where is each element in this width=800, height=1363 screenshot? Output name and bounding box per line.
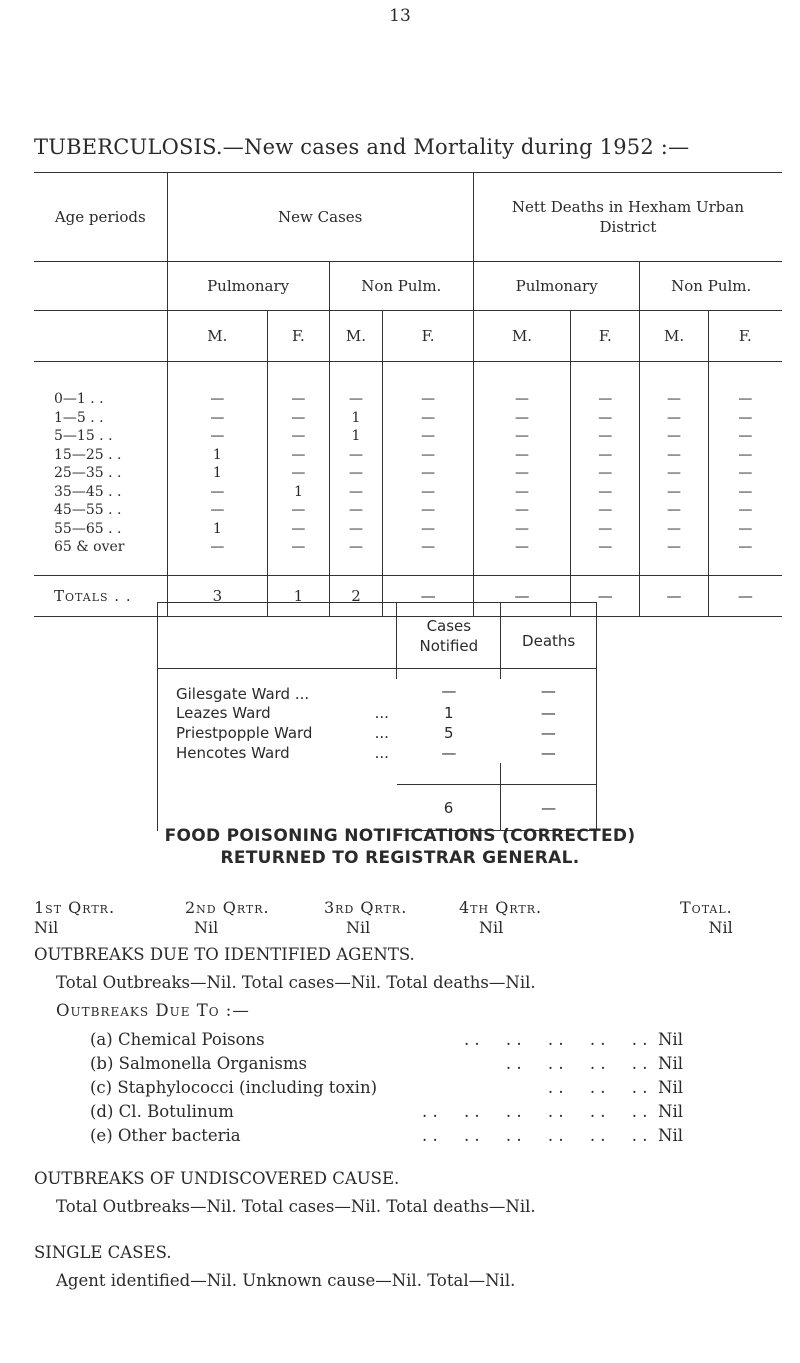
ward-row xyxy=(158,743,597,763)
count-cell: — xyxy=(167,427,268,446)
count-cell: — xyxy=(383,501,474,520)
count-cell: — xyxy=(268,446,329,465)
food-poisoning-heading xyxy=(0,825,800,869)
leader-dots: ... xyxy=(374,723,389,742)
total-cell: — xyxy=(708,575,782,616)
header-f: F. xyxy=(571,311,640,362)
ward-deaths: — xyxy=(501,743,597,763)
count-cell: — xyxy=(640,538,708,557)
age-period: 5—15 . . xyxy=(34,427,167,446)
count-cell: — xyxy=(329,446,383,465)
count-cell: — xyxy=(167,538,268,557)
total-cell: — xyxy=(473,575,570,616)
age-period: 0—1 . . xyxy=(34,390,167,409)
age-row xyxy=(34,520,782,539)
count-cell: — xyxy=(738,465,753,482)
outbreaks-due-to: Outbreaks Due To :— xyxy=(56,1001,250,1020)
count-cell: — xyxy=(329,390,383,409)
count-cell: — xyxy=(329,464,383,483)
age-period: 35—45 . . xyxy=(34,483,167,502)
header-cases-notified: Cases Notified xyxy=(397,603,501,669)
header-m: M. xyxy=(640,311,708,362)
count-cell: — xyxy=(473,409,570,428)
count-cell: — xyxy=(383,483,474,502)
outbreak-agent-label: (b) Salmonella Organisms xyxy=(90,1054,308,1073)
header-age-periods: Age periods xyxy=(34,173,167,262)
quarter-3: 3rd Qrtr. Nil xyxy=(324,898,408,937)
count-cell: — xyxy=(167,409,268,428)
count-cell: — xyxy=(640,427,708,446)
outbreak-agent-label: (d) Cl. Botulinum xyxy=(90,1102,234,1121)
header-m: M. xyxy=(329,311,383,362)
count-cell: — xyxy=(571,520,640,539)
total-cell: 3 xyxy=(167,575,268,616)
count-cell: — xyxy=(473,446,570,465)
header-death-pulmonary: Pulmonary xyxy=(473,262,640,311)
outbreak-agent-value: . . . . . . . . . . . . Nil xyxy=(421,1102,683,1121)
quarter-2: 2nd Qrtr. Nil xyxy=(185,898,270,937)
count-cell: 1 xyxy=(268,483,329,502)
count-cell: — xyxy=(268,390,329,409)
food-poisoning-heading-line1: FOOD POISONING NOTIFICATIONS (CORRECTED) xyxy=(164,826,636,846)
quarter-total: Total. Nil xyxy=(680,898,733,937)
count-cell: — xyxy=(167,483,268,502)
count-cell: — xyxy=(268,427,329,446)
ward-total-cases: 6 xyxy=(397,785,501,831)
header-f: F. xyxy=(708,311,782,362)
tuberculosis-rows xyxy=(34,390,782,557)
ward-total-deaths: — xyxy=(501,785,597,831)
outbreak-agent-value: . . . . . . Nil xyxy=(547,1078,683,1097)
leader-dots: ... xyxy=(374,703,389,722)
header-death-non-pulm: Non Pulm. xyxy=(640,262,782,311)
header-new-non-pulm: Non Pulm. xyxy=(329,262,473,311)
ward-name: Priestpopple Ward xyxy=(176,723,313,742)
count-cell: — xyxy=(268,520,329,539)
outbreaks-identified-heading: OUTBREAKS DUE TO IDENTIFIED AGENTS. xyxy=(34,945,415,964)
outbreaks-undiscovered-heading: OUTBREAKS OF UNDISCOVERED CAUSE. xyxy=(34,1169,400,1188)
count-cell: — xyxy=(383,390,474,409)
outbreak-agent-label: (a) Chemical Poisons xyxy=(90,1030,265,1049)
food-poisoning-heading-line2: RETURNED TO REGISTRAR GENERAL. xyxy=(220,848,580,868)
ward-name: Leazes Ward xyxy=(176,703,271,722)
page-number: 13 xyxy=(389,6,411,26)
count-cell: — xyxy=(738,502,753,519)
count-cell: — xyxy=(329,483,383,502)
ward-row xyxy=(158,679,597,703)
count-cell: — xyxy=(640,446,708,465)
ward-cases: 5 xyxy=(444,723,454,742)
ward-name: Hencotes Ward xyxy=(176,743,290,762)
single-cases-heading: SINGLE CASES. xyxy=(34,1243,172,1262)
single-cases-line: Agent identified—Nil. Unknown cause—Nil. Total—Nil. xyxy=(56,1271,516,1290)
leader-dots: ... xyxy=(374,743,389,762)
quarter-4: 4th Qrtr. Nil xyxy=(459,898,543,937)
count-cell: — xyxy=(473,520,570,539)
count-cell: 1 xyxy=(329,409,383,428)
total-cell: — xyxy=(640,575,708,616)
age-row xyxy=(34,446,782,465)
age-period: 1—5 . . xyxy=(34,409,167,428)
ward-name: Gilesgate Ward ... xyxy=(176,684,310,703)
count-cell: — xyxy=(383,520,474,539)
count-cell: — xyxy=(473,390,570,409)
age-row xyxy=(34,390,782,409)
count-cell: — xyxy=(738,483,753,500)
total-cell: — xyxy=(383,575,474,616)
header-nett-deaths: Nett Deaths in Hexham Urban District xyxy=(473,173,782,262)
count-cell: — xyxy=(268,464,329,483)
tuberculosis-table xyxy=(34,172,782,617)
count-cell: — xyxy=(383,446,474,465)
ward-deaths: — xyxy=(501,679,597,703)
count-cell: — xyxy=(473,427,570,446)
count-cell: — xyxy=(473,538,570,557)
count-cell: — xyxy=(268,409,329,428)
age-row xyxy=(34,483,782,502)
count-cell: — xyxy=(738,391,753,408)
outbreak-agent-value: . . . . . . . . . . . . Nil xyxy=(421,1126,683,1145)
quarter-1: 1st Qrtr. Nil xyxy=(34,898,116,937)
ward-rows xyxy=(158,679,597,763)
count-cell: — xyxy=(329,501,383,520)
ward-deaths: — xyxy=(501,723,597,743)
ward-cases: — xyxy=(441,743,457,762)
count-cell: — xyxy=(738,520,753,537)
total-cell: 2 xyxy=(329,575,383,616)
header-m: M. xyxy=(167,311,268,362)
count-cell: — xyxy=(383,464,474,483)
outbreak-agent-value: . . . . . . . . Nil xyxy=(505,1054,683,1073)
count-cell: — xyxy=(329,538,383,557)
count-cell: — xyxy=(640,520,708,539)
outbreak-agent-value: . . . . . . . . . . Nil xyxy=(463,1030,683,1049)
age-period: 15—25 . . xyxy=(34,446,167,465)
age-period: 45—55 . . xyxy=(34,501,167,520)
count-cell: 1 xyxy=(167,446,268,465)
ward-cases: — xyxy=(441,681,457,700)
ward-table xyxy=(157,602,597,831)
count-cell: — xyxy=(167,501,268,520)
total-cell: — xyxy=(571,575,640,616)
count-cell: — xyxy=(571,501,640,520)
count-cell: — xyxy=(268,501,329,520)
age-row xyxy=(34,464,782,483)
ward-row xyxy=(158,703,597,723)
outbreak-agent-label: (c) Staphylococci (including toxin) xyxy=(90,1078,378,1097)
outbreaks-undiscovered-totals: Total Outbreaks—Nil. Total cases—Nil. Total deaths—Nil. xyxy=(56,1197,536,1216)
count-cell: — xyxy=(473,501,570,520)
ward-cases: 1 xyxy=(444,703,454,722)
count-cell: — xyxy=(738,446,753,463)
outbreak-agent-label: (e) Other bacteria xyxy=(90,1126,241,1145)
count-cell: — xyxy=(473,483,570,502)
ward-row xyxy=(158,723,597,743)
count-cell: — xyxy=(571,427,640,446)
age-row xyxy=(34,427,782,446)
count-cell: — xyxy=(167,390,268,409)
age-period: 65 & over xyxy=(34,538,167,557)
header-f: F. xyxy=(268,311,329,362)
header-new-pulmonary: Pulmonary xyxy=(167,262,329,311)
total-cell: 1 xyxy=(268,575,329,616)
count-cell: — xyxy=(571,390,640,409)
page-title: TUBERCULOSIS.—New cases and Mortality during 1952 :— xyxy=(34,135,690,159)
totals-label: Totals . . xyxy=(34,575,167,616)
count-cell: — xyxy=(383,538,474,557)
age-row xyxy=(34,501,782,520)
count-cell: — xyxy=(571,409,640,428)
count-cell: — xyxy=(473,464,570,483)
count-cell: 1 xyxy=(329,427,383,446)
age-period: 25—35 . . xyxy=(34,464,167,483)
count-cell: — xyxy=(738,539,753,556)
count-cell: — xyxy=(571,446,640,465)
age-row xyxy=(34,538,782,557)
count-cell: — xyxy=(640,483,708,502)
count-cell: — xyxy=(571,483,640,502)
age-row xyxy=(34,409,782,428)
count-cell: — xyxy=(268,538,329,557)
header-deaths: Deaths xyxy=(501,603,597,669)
count-cell: — xyxy=(640,501,708,520)
count-cell: — xyxy=(640,390,708,409)
count-cell: — xyxy=(738,428,753,445)
outbreaks-identified-totals: Total Outbreaks—Nil. Total cases—Nil. Total deaths—Nil. xyxy=(56,973,536,992)
count-cell: — xyxy=(640,464,708,483)
count-cell: — xyxy=(640,409,708,428)
count-cell: 1 xyxy=(167,520,268,539)
header-f: F. xyxy=(383,311,474,362)
ward-deaths: — xyxy=(501,703,597,723)
count-cell: — xyxy=(571,464,640,483)
count-cell: 1 xyxy=(167,464,268,483)
header-new-cases: New Cases xyxy=(167,173,473,262)
count-cell: — xyxy=(738,409,753,426)
count-cell: — xyxy=(383,409,474,428)
age-period: 55—65 . . xyxy=(34,520,167,539)
count-cell: — xyxy=(383,427,474,446)
count-cell: — xyxy=(571,538,640,557)
header-m: M. xyxy=(473,311,570,362)
count-cell: — xyxy=(329,520,383,539)
